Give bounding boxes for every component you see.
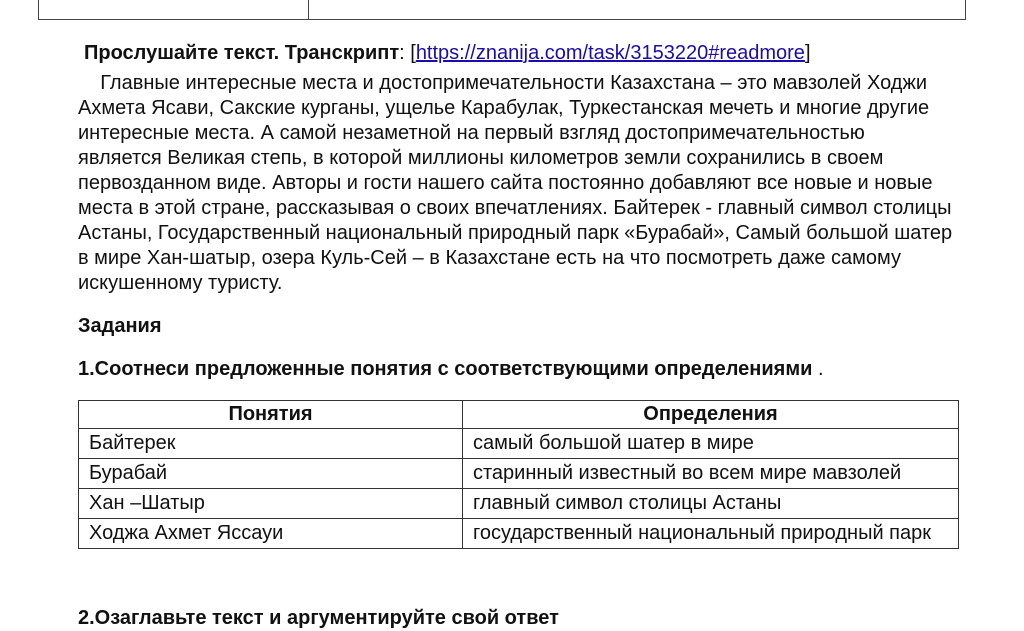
definition-cell: самый большой шатер в мире: [463, 429, 959, 459]
table-row: [79, 429, 959, 459]
tasks-heading: Задания: [78, 315, 162, 337]
task1-instruction: 1.Соотнеси предложенные понятия с соответствующими определениями .: [78, 358, 824, 380]
paragraph-line: является Великая степь, в которой миллионы километров земли сохранились в своем: [78, 147, 884, 169]
table-row: [79, 459, 959, 489]
previous-table-bottom: [38, 0, 966, 20]
table-divider: [308, 0, 309, 19]
term-cell: Ходжа Ахмет Яссауи: [79, 519, 463, 549]
column-header-terms: Понятия: [79, 401, 463, 429]
definition-cell: старинный известный во всем мире мавзолей: [463, 459, 959, 489]
paragraph-line: искушенному туристу.: [78, 272, 283, 294]
term-cell: Хан –Шатыр: [79, 489, 463, 519]
term-cell: Байтерек: [79, 429, 463, 459]
listen-heading: Прослушайте текст. Транскрипт: [https://znanija.com/task/3153220#readmore]: [84, 42, 811, 64]
table-row: [79, 519, 959, 549]
paragraph-line: места в этой стране, рассказывая о своих впечатлениях. Байтерек - главный символ столицы: [78, 197, 952, 219]
transcript-link[interactable]: https://znanija.com/task/3153220#readmore: [415, 42, 805, 64]
main-paragraph: [78, 71, 952, 296]
paragraph-line: Главные интересные места и достопримечательности Казахстана – это мавзолей Ходжи: [78, 72, 928, 94]
definition-cell: государственный национальный природный парк: [463, 519, 959, 549]
table-row: [79, 489, 959, 519]
matching-table: [78, 400, 959, 549]
paragraph-line: интересные места. А самой незаметной на первый взгляд достопримечательностью: [78, 122, 865, 144]
column-header-definitions: Определения: [463, 401, 959, 429]
task2-instruction: 2.Озаглавьте текст и аргументируйте свой ответ: [78, 607, 559, 629]
heading-label: Прослушайте текст. Транскрипт: [84, 42, 400, 64]
paragraph-line: Астаны, Государственный национальный природный парк «Бурабай», Самый большой шатер: [78, 222, 953, 244]
paragraph-line: Ахмета Ясави, Сакские курганы, ущелье Карабулак, Туркестанская мечеть и многие другие: [78, 97, 930, 119]
table-header-row: [79, 401, 959, 429]
paragraph-line: в мире Хан-шатыр, озера Куль-Сей – в Казахстане есть на что посмотреть даже самому: [78, 247, 901, 269]
definition-cell: главный символ столицы Астаны: [463, 489, 959, 519]
term-cell: Бурабай: [79, 459, 463, 489]
paragraph-line: первозданном виде. Авторы и гости нашего сайта постоянно добавляют все новые и новые: [78, 172, 933, 194]
